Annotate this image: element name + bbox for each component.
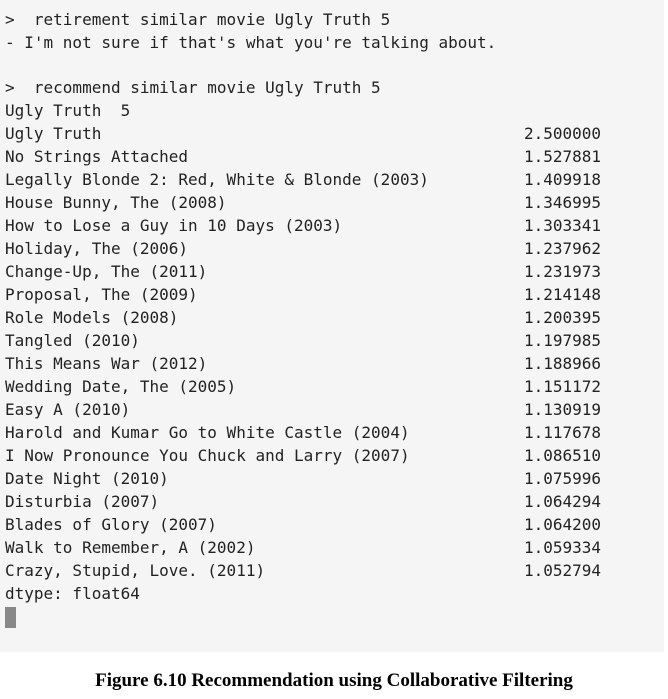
result-header: Ugly Truth 5 bbox=[5, 101, 131, 120]
movie-title: Date Night (2010) bbox=[5, 469, 169, 488]
blank-line bbox=[0, 54, 664, 76]
similarity-score: 1.151172 bbox=[524, 377, 602, 396]
similarity-score: 1.117678 bbox=[524, 423, 602, 442]
movie-title: Tangled (2010) bbox=[5, 331, 140, 350]
table-row bbox=[0, 214, 664, 237]
similarity-score: 1.064200 bbox=[524, 515, 602, 534]
table-row bbox=[0, 421, 664, 444]
command-line: > retirement similar movie Ugly Truth 5 bbox=[5, 10, 391, 29]
results-list bbox=[0, 122, 664, 582]
table-row bbox=[0, 559, 664, 582]
movie-title: Proposal, The (2009) bbox=[5, 285, 198, 304]
table-row bbox=[0, 329, 664, 352]
similarity-score: 1.214148 bbox=[524, 285, 602, 304]
table-row bbox=[0, 283, 664, 306]
movie-title: Role Models (2008) bbox=[5, 308, 179, 327]
table-row bbox=[0, 444, 664, 467]
movie-title: This Means War (2012) bbox=[5, 354, 208, 373]
table-row bbox=[0, 375, 664, 398]
similarity-score: 1.086510 bbox=[524, 446, 602, 465]
movie-title: Blades of Glory (2007) bbox=[5, 515, 217, 534]
figure-caption: Figure 6.10 Recommendation using Collaborative Filtering bbox=[95, 670, 573, 691]
similarity-score: 1.231973 bbox=[524, 262, 602, 281]
similarity-score: 1.237962 bbox=[524, 239, 602, 258]
movie-title: Ugly Truth bbox=[5, 124, 102, 143]
similarity-score: 2.500000 bbox=[524, 124, 602, 143]
table-row bbox=[0, 168, 664, 191]
movie-title: Easy A (2010) bbox=[5, 400, 131, 419]
prompt-line[interactable] bbox=[0, 605, 664, 628]
table-row bbox=[0, 467, 664, 490]
similarity-score: 1.409918 bbox=[524, 170, 602, 189]
movie-title: Holiday, The (2006) bbox=[5, 239, 189, 258]
table-row bbox=[0, 237, 664, 260]
table-row bbox=[0, 191, 664, 214]
dtype-line: dtype: float64 bbox=[5, 584, 140, 603]
cursor-icon bbox=[5, 607, 16, 628]
similarity-score: 1.197985 bbox=[524, 331, 602, 350]
movie-title: Disturbia (2007) bbox=[5, 492, 160, 511]
movie-title: Change-Up, The (2011) bbox=[5, 262, 208, 281]
movie-title: Harold and Kumar Go to White Castle (2004) bbox=[5, 423, 410, 442]
similarity-score: 1.303341 bbox=[524, 216, 602, 235]
table-row bbox=[0, 536, 664, 559]
similarity-score: 1.075996 bbox=[524, 469, 602, 488]
similarity-score: 1.052794 bbox=[524, 561, 602, 580]
similarity-score: 1.130919 bbox=[524, 400, 602, 419]
movie-title: Wedding Date, The (2005) bbox=[5, 377, 237, 396]
similarity-score: 1.346995 bbox=[524, 193, 602, 212]
movie-title: Legally Blonde 2: Red, White & Blonde (2003) bbox=[5, 170, 429, 189]
similarity-score: 1.527881 bbox=[524, 147, 602, 166]
similarity-score: 1.064294 bbox=[524, 492, 602, 511]
movie-title: How to Lose a Guy in 10 Days (2003) bbox=[5, 216, 343, 235]
command-line: > recommend similar movie Ugly Truth 5 bbox=[5, 78, 381, 97]
movie-title: Crazy, Stupid, Love. (2011) bbox=[5, 561, 266, 580]
movie-title: I Now Pronounce You Chuck and Larry (2007) bbox=[5, 446, 410, 465]
table-row bbox=[0, 398, 664, 421]
similarity-score: 1.059334 bbox=[524, 538, 602, 557]
movie-title: No Strings Attached bbox=[5, 147, 189, 166]
table-row bbox=[0, 145, 664, 168]
similarity-score: 1.200395 bbox=[524, 308, 602, 327]
similarity-score: 1.188966 bbox=[524, 354, 602, 373]
movie-title: Walk to Remember, A (2002) bbox=[5, 538, 256, 557]
response-line: - I'm not sure if that's what you're talking about. bbox=[5, 33, 497, 52]
table-row bbox=[0, 306, 664, 329]
table-row bbox=[0, 352, 664, 375]
movie-title: House Bunny, The (2008) bbox=[5, 193, 227, 212]
table-row bbox=[0, 122, 664, 145]
table-row bbox=[0, 490, 664, 513]
table-row bbox=[0, 513, 664, 536]
table-row bbox=[0, 260, 664, 283]
